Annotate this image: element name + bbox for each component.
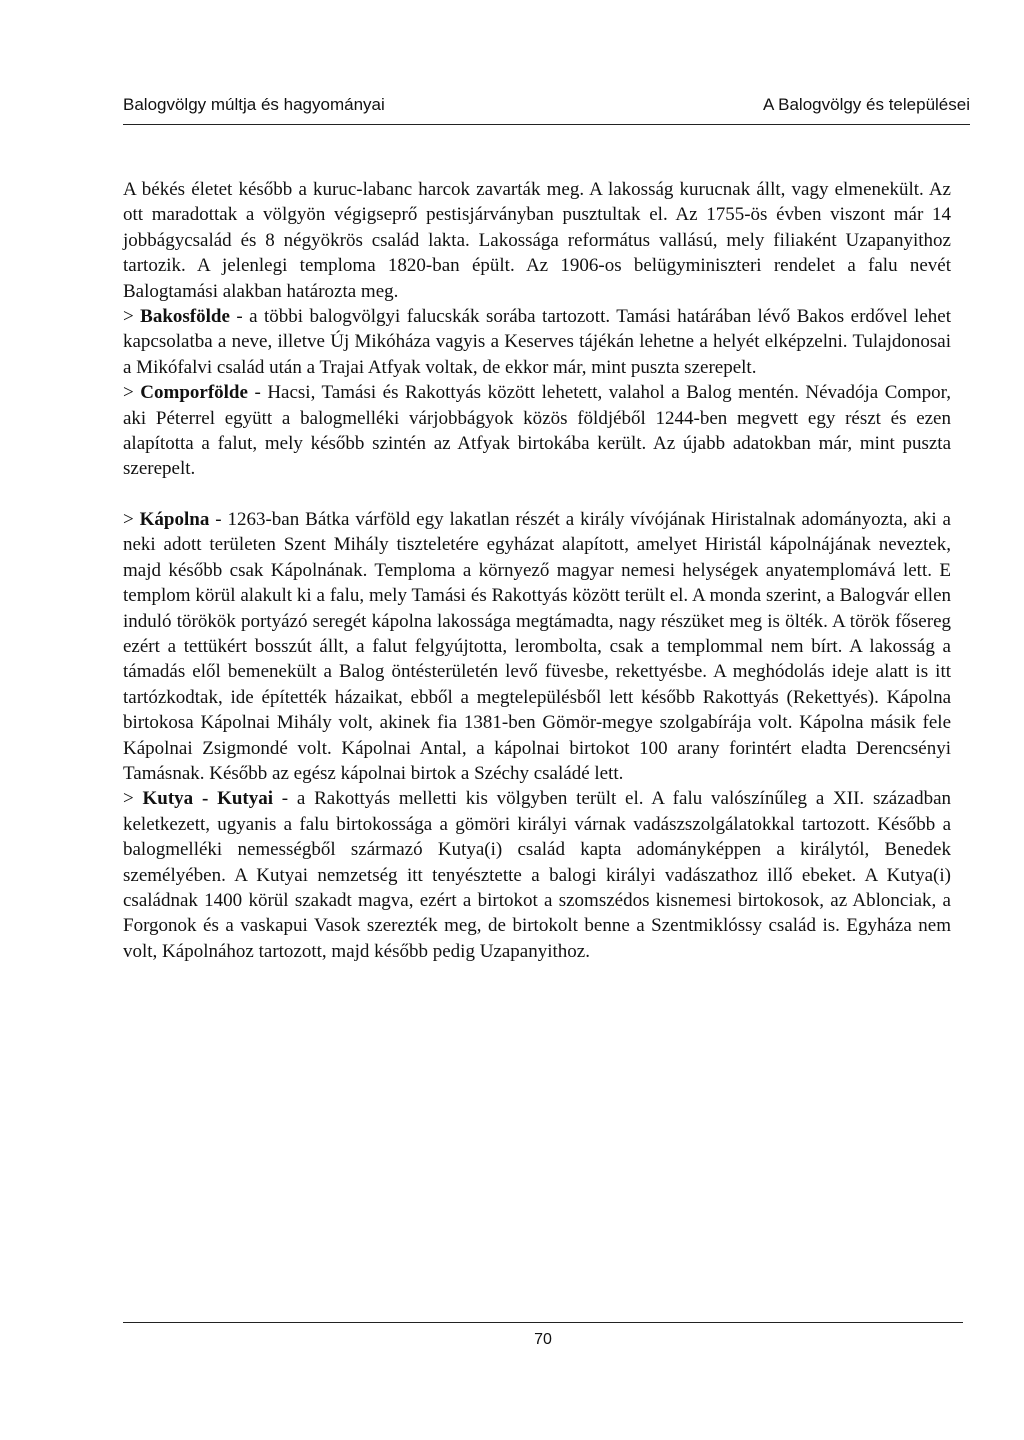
paragraph-kutya: [123, 786, 951, 964]
header-book-title: Balogvölgy múltja és hagyományai: [123, 95, 385, 114]
paragraph-text: - a Rakottyás melletti kis völgyben terült el. A falu valószínűleg a XII. században keletkezett, ugyanis a falu birtokossága a gömöri királyi várnak vadászszolgálatokkal tartozott. Később a balogmelléki nemességből származó Kutya(i) család kapta adományképpen a királytól, Benedek személyében. A Kutyai nemzetség itt tenyésztette a balogi királyi vadászathoz illő ebeket. A Kutya(i) családnak 1400 körül szakadt magva, ezért a birtokot a szomszédos kisnemesi birtokosok, az Ablonciak, a Forgonok és a vaskapui Vasok szerezték meg, de birtokolt benne a Szentmiklóssy család is. Egyháza nem volt, Kápolnához tartozott, majd később pedig Uzapanyithoz.: [123, 788, 951, 962]
body-text: [123, 177, 951, 964]
paragraph-text: - 1263-ban Bátka várföld egy lakatlan részét a király vívójának Hiristalnak adományozta, aki a neki adott területen Szent Mihály tiszteletére egyházat alapított, amelyet Hiristál kápolnájának neveztek, majd később csak Kápolnának. Temploma a környező magyar nemesi helységek anyatemplomává lett. E templom körül alakult ki a falu, mely Tamási és Rakottyás között terült el. A monda szerint, a Balogvár ellen induló törökök portyázó seregét kápolna lakossága megtámadta, nagy részüket meg is ölték. A török fősereg ezért a tettükért bosszút állt, a falut felgyújtotta, lerombolta, csak a templommal nem bírt. A lakosság a támadás elől bemenekült a Balog öntésterületén levő füvesbe, rekettyésbe. A meghódolás ideje alatt is itt tartózkodtak, ide építették házaikat, ebből a megtelepülésből lett később Rakottyás (Rekettyés). Kápolna birtokosa Kápolnai Mihály volt, akinek fia 1381-ben Gömör-megye szolgabírája volt. Kápolna másik fele Kápolnai Zsigmondé volt. Kápolnai Antal, a kápolnai birtokot 100 arany forintért eladta Derencsényi Tamásnak. Később az egész kápolnai birtok a Széchy családé lett.: [123, 508, 951, 784]
paragraph-comporfolde: [123, 380, 951, 482]
paragraph-text: - a többi balogvölgyi falucskák sorába tartozott. Tamási határában lévő Bakos erdővel lehet kapcsolatba a neve, illetve Új Mikóháza vagyis a Keserves tájékán lehetne a helyét elképzelni. Tulajdonosai a Mikófalvi család után a Trajai Atfyak voltak, de ekkor már, mint puszta szerepelt.: [123, 306, 952, 378]
footer-rule: [123, 1322, 963, 1323]
entry-name: Kutya - Kutyai: [142, 788, 274, 810]
entry-name: Bakosfölde: [140, 306, 230, 328]
paragraph-text: - Hacsi, Tamási és Rakottyás között lehetett, valahol a Balog mentén. Névadója Compor, aki Péterrel együtt a balogmelléki várjobbágyok közös földjéből 1244-ben megvett egy részt és ezen alapította a falut, mely később szintén az Atfyak birtokába került. Az újabb adatokban már, mint puszta szerepelt.: [123, 382, 951, 480]
header-chapter-title: A Balogvölgy és települései: [763, 95, 970, 114]
entry-name: Kápolna: [139, 508, 210, 530]
paragraph-text: A békés életet később a kuruc-labanc harcok zavarták meg. A lakosság kurucnak állt, vagy elmenekült. Az ott maradottak a völgyön végigseprő pestisjárványban pusztultak el. Az 1755-ös évben viszont már 14 jobbágycsalád és 8 négyökrös család lakta. Lakossága református vallású, mely filiaként Uzapanyithoz tartozik. A jelenlegi temploma 1820-ban épült. Az 1906-os belügyminiszteri rendelet a falu nevét Balogtamási alakban határozta meg.: [123, 179, 951, 302]
bullet-marker: >: [123, 306, 141, 328]
paragraph-balogtamasi: [123, 177, 951, 304]
bullet-marker: >: [123, 508, 140, 530]
bullet-marker: >: [123, 382, 141, 404]
page-number: 70: [534, 1331, 552, 1348]
entry-name: Comporfölde: [140, 382, 248, 404]
paragraph-kapolna: [123, 507, 951, 786]
bullet-marker: >: [123, 788, 143, 810]
paragraph-bakosfolde: [123, 304, 951, 380]
running-header: [123, 94, 970, 125]
